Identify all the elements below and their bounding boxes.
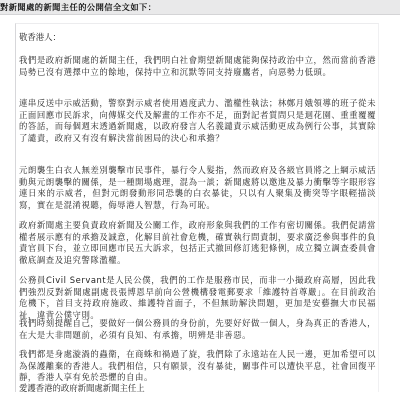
paragraph: 連串反送中示威活動，警察對示威者使用過度武力、濫權性執法；林鄭月娥領導的班子從未正面回應市民訴求，向傳媒交代及解畫的工作亦不足，面對記者質問只是迴花園、重重覆覆的答話，而每個週末透過新聞處，以政府發言人名義譴責示威活動更成為例行公事，其實除了譴責，政府又有沒有解決當前困局的決心和承擔？ — [19, 98, 376, 144]
paragraph: 公務員Civil Servant是人民公僕，我們的工作是服務市民，而非一小撮政府高層，因此我們強烈反對新聞處副處長張博恩早前向公營機構發電郵要求「維護特首尊嚴」。在目前政治危機下，首目支持政府施政、維護特首面子，不但無助解決問題，更加是安藝撫大市民福祉，違背公僕守則。 — [19, 275, 376, 321]
letter-salutation: 敬香港人： — [19, 32, 61, 42]
paragraph: 我們都是身處漩渦的蟲衛，在商蛛和禍過了旋，我們除了永遠站在人民一邊，更加希望可以為保護離棄的香港人。我們相信，只有願景，沒有暴徒，關事件可以遭快平息，社會回復平靜，香港人享有免於恐懼的自由。 — [19, 349, 376, 383]
paragraph: 元朗襲生白衣人無差別襲擊市民事件，暴行令人髮指，然而政府及各級官員將之上綱示威活動與元朗襲擊的關係，是一種開場處理，混為一談；新聞處將以邀進及暴力衝擊等字眼形容連日來的示威者，但對元朗發動形同恐襲的白衣暴徒，只以有人聚集及衝突等字眼輕描淡寫，實在是混淆視聽，侮辱港人智慧，行為可恥。 — [19, 165, 376, 211]
paragraph: 政府新聞處主要負責政府新聞及公關工作，政府形象與我們的工作有密切關係。我們促請當權者展示應有的承擔及誠意，化解目前社會危機，確實執行問責制，要求廣泛參與事件的負責官員下台，並立即回應市民五大訴求，包括正式撤回修訂逃犯條例，成立獨立調查委員會徹底調查及追究警隊濫權。 — [19, 220, 376, 266]
signature: 愛護香港的政府新聞處新聞主任上 — [19, 383, 145, 393]
paragraph: 我們是政府新聞處的新聞主任，我們明白社會期望新聞處能夠保持政治中立，然而當前香港局勢已沒有選擇中立的餘地，保持中立和沉默等同支持廢鷹者，向惡勢力低頭。 — [19, 55, 376, 77]
page-title: 對新聞處的新聞主任的公開信全文如下： — [0, 2, 157, 12]
paragraph: 我們時刻提醒自己，要做好一個公務員的身份前，先要好好做一個人，身為真正的香港人，在大是大非問題前，必須有良知、有承擔，明辨是非善惡。 — [19, 318, 376, 340]
